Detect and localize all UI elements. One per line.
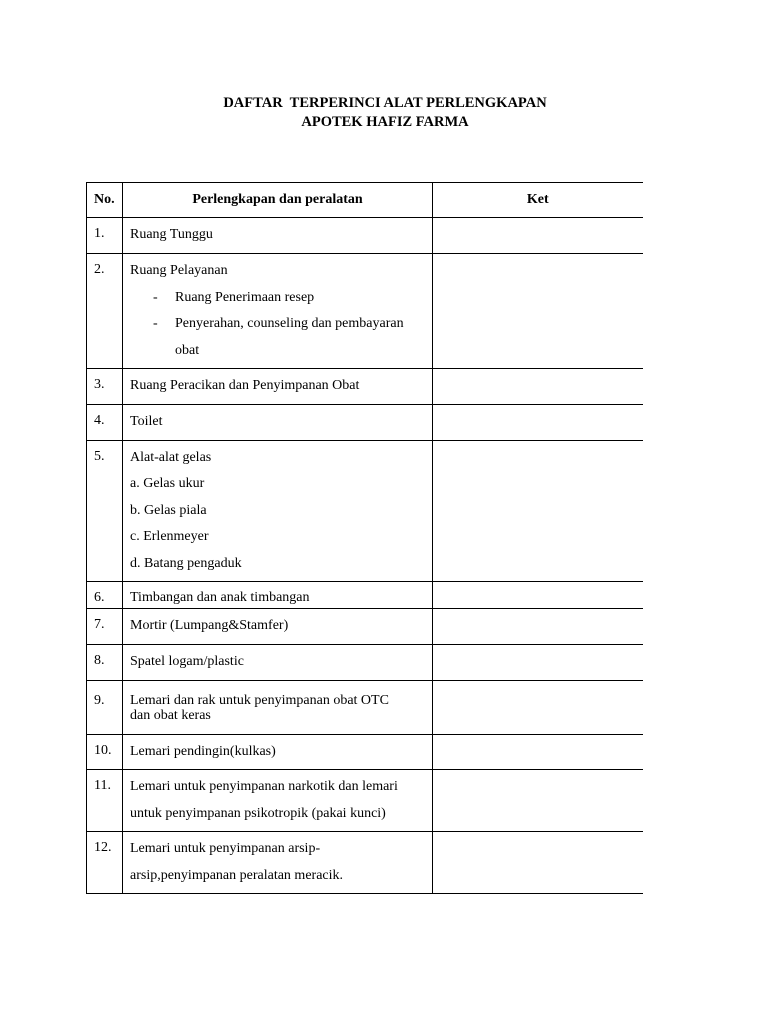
row-number: 11. [87, 770, 123, 832]
row-number: 8. [87, 645, 123, 681]
sub-item [130, 289, 432, 316]
row-ket [433, 734, 643, 770]
item-line: Ruang Pelayanan [130, 263, 228, 278]
item-line: a. Gelas ukur [130, 476, 205, 491]
row-number: 2. [87, 254, 123, 369]
table-row [87, 832, 643, 894]
item-line: Lemari untuk penyimpanan arsip- [130, 841, 321, 856]
row-ket [433, 369, 643, 405]
row-ket [433, 218, 643, 254]
row-number: 1. [87, 218, 123, 254]
item-line: untuk penyimpanan psikotropik (pakai kunci) [130, 805, 386, 821]
table-row [87, 770, 643, 832]
dash-bullet: - [153, 316, 158, 331]
row-ket [433, 680, 643, 734]
item-line: Ruang Peracikan dan Penyimpanan Obat [130, 378, 360, 393]
item-line: b. Gelas piala [130, 502, 207, 518]
item-line: d. Batang pengaduk [130, 555, 242, 571]
row-number: 12. [87, 832, 123, 894]
item-line: dan obat keras [130, 707, 211, 723]
item-line: Penyerahan, counseling dan pembayaran [175, 316, 404, 331]
table-row [87, 734, 643, 770]
row-ket [433, 404, 643, 440]
header-no: No. [87, 183, 123, 218]
table-row [87, 609, 643, 645]
sub-item [130, 315, 432, 342]
title-line-1: DAFTAR TERPERINCI ALAT PERLENGKAPAN [223, 95, 547, 111]
item-line: Ruang Tunggu [130, 227, 213, 242]
item-line: Lemari untuk penyimpanan narkotik dan lemari [130, 779, 398, 794]
row-number: 9. [87, 680, 123, 734]
row-number: 4. [87, 404, 123, 440]
row-number: 3. [87, 369, 123, 405]
row-number: 10. [87, 734, 123, 770]
header-ket: Ket [433, 183, 643, 218]
row-item [123, 582, 433, 609]
item-line: Ruang Penerimaan resep [175, 289, 315, 305]
row-ket [433, 645, 643, 681]
item-line: Spatel logam/plastic [130, 654, 244, 669]
table-row [87, 582, 643, 609]
row-number: 5. [87, 440, 123, 582]
item-line: Mortir (Lumpang&Stamfer) [130, 618, 289, 633]
row-item [123, 369, 433, 405]
row-ket [433, 440, 643, 582]
table-row [87, 680, 643, 734]
row-number: 6. [87, 582, 123, 609]
document-title [0, 94, 768, 132]
item-line: c. Erlenmeyer [130, 529, 209, 544]
row-item [123, 254, 433, 369]
table-row [87, 440, 643, 582]
row-number: 7. [87, 609, 123, 645]
table-row [87, 218, 643, 254]
item-line: Lemari pendingin(kulkas) [130, 743, 276, 759]
row-item [123, 770, 433, 832]
title-line-2: APOTEK HAFIZ FARMA [301, 114, 469, 130]
row-item [123, 680, 433, 734]
table-row [87, 404, 643, 440]
row-item [123, 404, 433, 440]
item-line: Lemari dan rak untuk penyimpanan obat OTC [130, 692, 389, 708]
row-item [123, 609, 433, 645]
table-row [87, 369, 643, 405]
row-ket [433, 582, 643, 609]
item-line: obat [175, 342, 200, 358]
table-row [87, 254, 643, 369]
row-item [123, 734, 433, 770]
row-item [123, 440, 433, 582]
row-ket [433, 609, 643, 645]
item-line: Toilet [130, 413, 163, 429]
dash-bullet: - [153, 289, 158, 305]
row-item [123, 832, 433, 894]
item-line: arsip,penyimpanan peralatan meracik. [130, 867, 344, 883]
row-item [123, 218, 433, 254]
row-ket [433, 832, 643, 894]
item-line: Timbangan dan anak timbangan [130, 590, 310, 605]
row-item [123, 645, 433, 681]
equipment-table [86, 182, 643, 894]
header-item: Perlengkapan dan peralatan [123, 183, 433, 218]
table-row [87, 645, 643, 681]
table-header-row [87, 183, 643, 218]
row-ket [433, 254, 643, 369]
item-line: Alat-alat gelas [130, 449, 212, 465]
row-ket [433, 770, 643, 832]
